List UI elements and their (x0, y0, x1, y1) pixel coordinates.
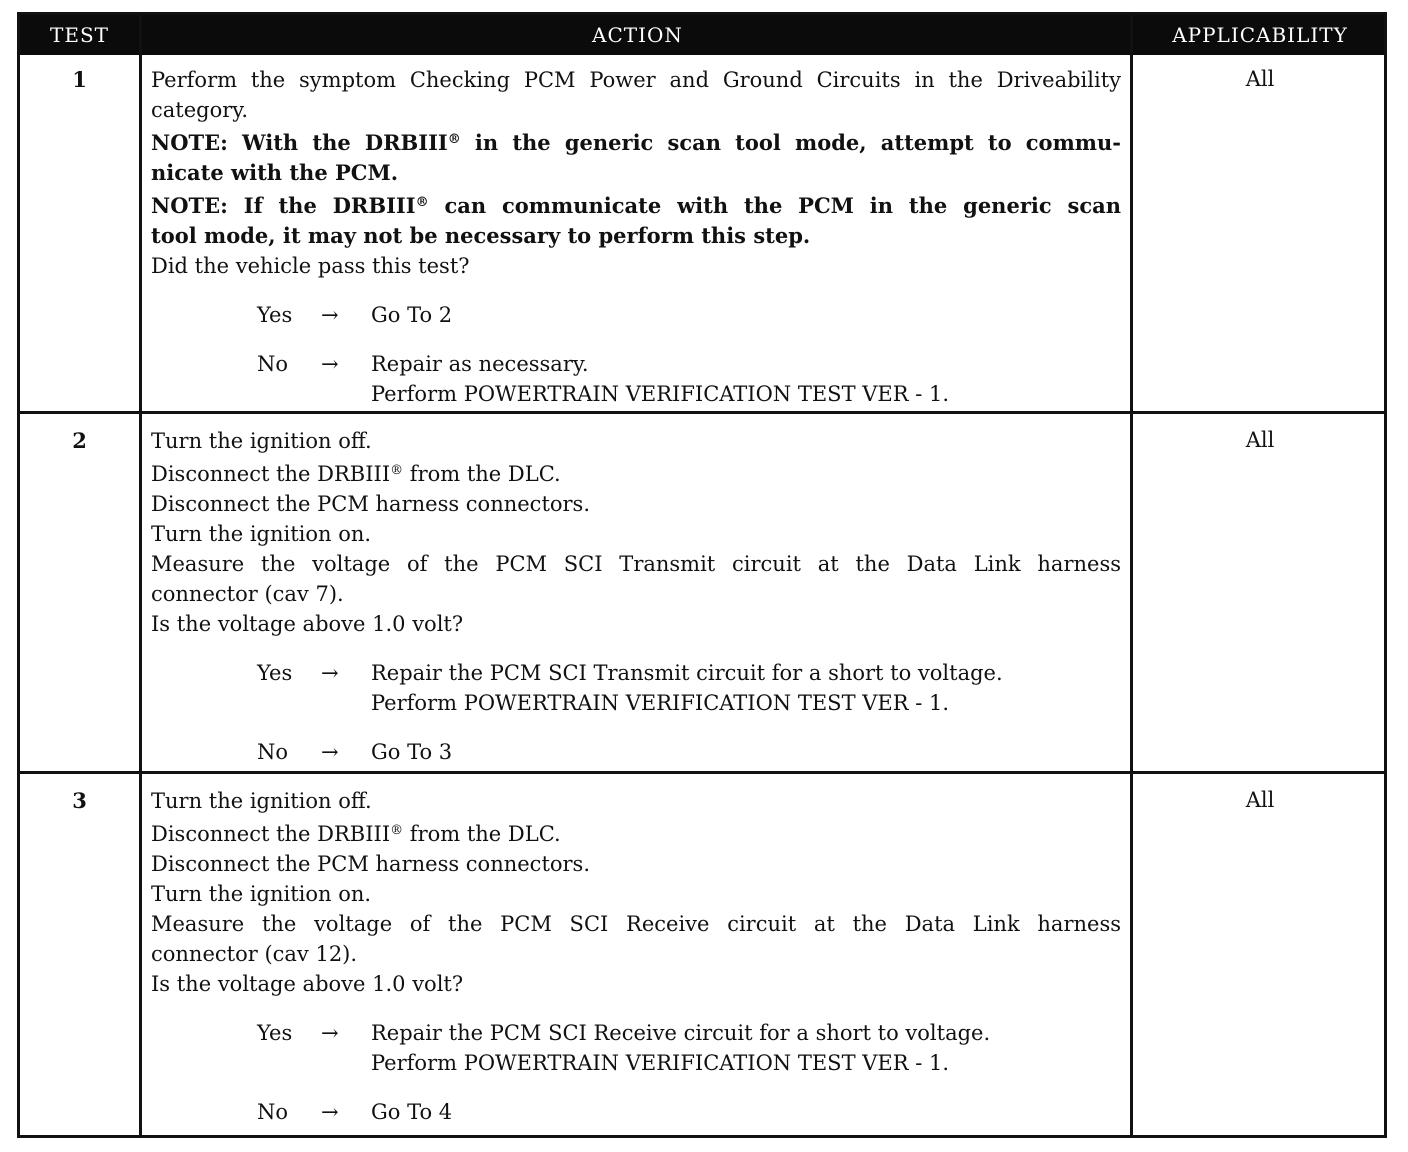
action-line: Measure the voltage of the PCM SCI Receive circuit at the Data Link harness (151, 912, 1121, 936)
column-divider (1130, 15, 1133, 1135)
yes-label: Yes (257, 303, 293, 327)
action-cell (151, 65, 1121, 409)
registered-mark: ® (447, 132, 461, 147)
yes-branch (151, 1018, 1121, 1048)
table-header (20, 15, 1384, 55)
test-table (17, 12, 1387, 1138)
header-action: ACTION (592, 23, 683, 47)
yes-result: Perform POWERTRAIN VERIFICATION TEST VER - 1. (371, 1051, 950, 1075)
registered-mark: ® (390, 463, 404, 478)
no-branch-continued (151, 379, 1121, 409)
action-cell (151, 426, 1121, 767)
note-line: NOTE: If the DRBIII® can communicate with the PCM in the generic scan (151, 193, 1122, 218)
registered-mark: ® (390, 823, 404, 838)
test-number: 2 (72, 428, 87, 453)
no-label: No (257, 1100, 289, 1124)
column-divider (139, 15, 142, 1135)
arrow-icon: → (321, 1100, 339, 1124)
arrow-icon: → (321, 661, 339, 685)
arrow-icon: → (321, 352, 339, 376)
action-line: category. (151, 98, 249, 122)
yes-branch (151, 658, 1121, 688)
note-line: nicate with the PCM. (151, 160, 399, 185)
arrow-icon: → (321, 303, 339, 327)
action-line: Perform the symptom Checking PCM Power and Ground Circuits in the Driveability (151, 68, 1121, 92)
yes-branch-continued (151, 688, 1121, 718)
test-number: 3 (72, 788, 87, 813)
action-line: Disconnect the PCM harness connectors. (151, 492, 591, 516)
yes-result: Go To 2 (371, 303, 453, 327)
no-branch (151, 737, 1121, 767)
action-line: Turn the ignition on. (151, 882, 372, 906)
note-line: NOTE: With the DRBIII® in the generic scan tool mode, attempt to commu- (151, 130, 1121, 155)
no-result: Go To 3 (371, 740, 453, 764)
no-branch (151, 349, 1121, 379)
action-line: Measure the voltage of the PCM SCI Transmit circuit at the Data Link harness (151, 552, 1121, 576)
row-divider (20, 411, 1384, 414)
yes-result: Repair the PCM SCI Receive circuit for a short to voltage. (371, 1021, 991, 1045)
arrow-icon: → (321, 740, 339, 764)
yes-branch (151, 300, 1121, 330)
no-result: Perform POWERTRAIN VERIFICATION TEST VER - 1. (371, 382, 950, 406)
applicability-value: All (1245, 428, 1275, 452)
action-line: Turn the ignition on. (151, 522, 372, 546)
action-line: Turn the ignition off. (151, 789, 372, 813)
yes-result: Repair the PCM SCI Transmit circuit for a short to voltage. (371, 661, 1003, 685)
yes-result: Perform POWERTRAIN VERIFICATION TEST VER - 1. (371, 691, 950, 715)
action-line: connector (cav 12). (151, 942, 358, 966)
action-line: Turn the ignition off. (151, 429, 372, 453)
no-result: Repair as necessary. (371, 352, 589, 376)
action-line: Disconnect the DRBIII® from the DLC. (151, 822, 561, 846)
question-line: Is the voltage above 1.0 volt? (151, 612, 464, 636)
note-line: tool mode, it may not be necessary to perform this step. (151, 223, 811, 248)
no-label: No (257, 352, 289, 376)
yes-label: Yes (257, 661, 293, 685)
test-number: 1 (72, 67, 87, 92)
action-cell (151, 786, 1121, 1127)
header-test: TEST (50, 23, 109, 47)
yes-label: Yes (257, 1021, 293, 1045)
question-line: Is the voltage above 1.0 volt? (151, 972, 464, 996)
no-result: Go To 4 (371, 1100, 453, 1124)
applicability-value: All (1245, 788, 1275, 812)
action-line: Disconnect the PCM harness connectors. (151, 852, 591, 876)
header-applicability: APPLICABILITY (1172, 23, 1348, 47)
no-label: No (257, 740, 289, 764)
action-line: Disconnect the DRBIII® from the DLC. (151, 462, 561, 486)
yes-branch-continued (151, 1048, 1121, 1078)
question-line: Did the vehicle pass this test? (151, 254, 470, 278)
applicability-value: All (1245, 67, 1275, 91)
arrow-icon: → (321, 1021, 339, 1045)
no-branch (151, 1097, 1121, 1127)
action-line: connector (cav 7). (151, 582, 344, 606)
row-divider (20, 771, 1384, 774)
registered-mark: ® (415, 195, 429, 210)
